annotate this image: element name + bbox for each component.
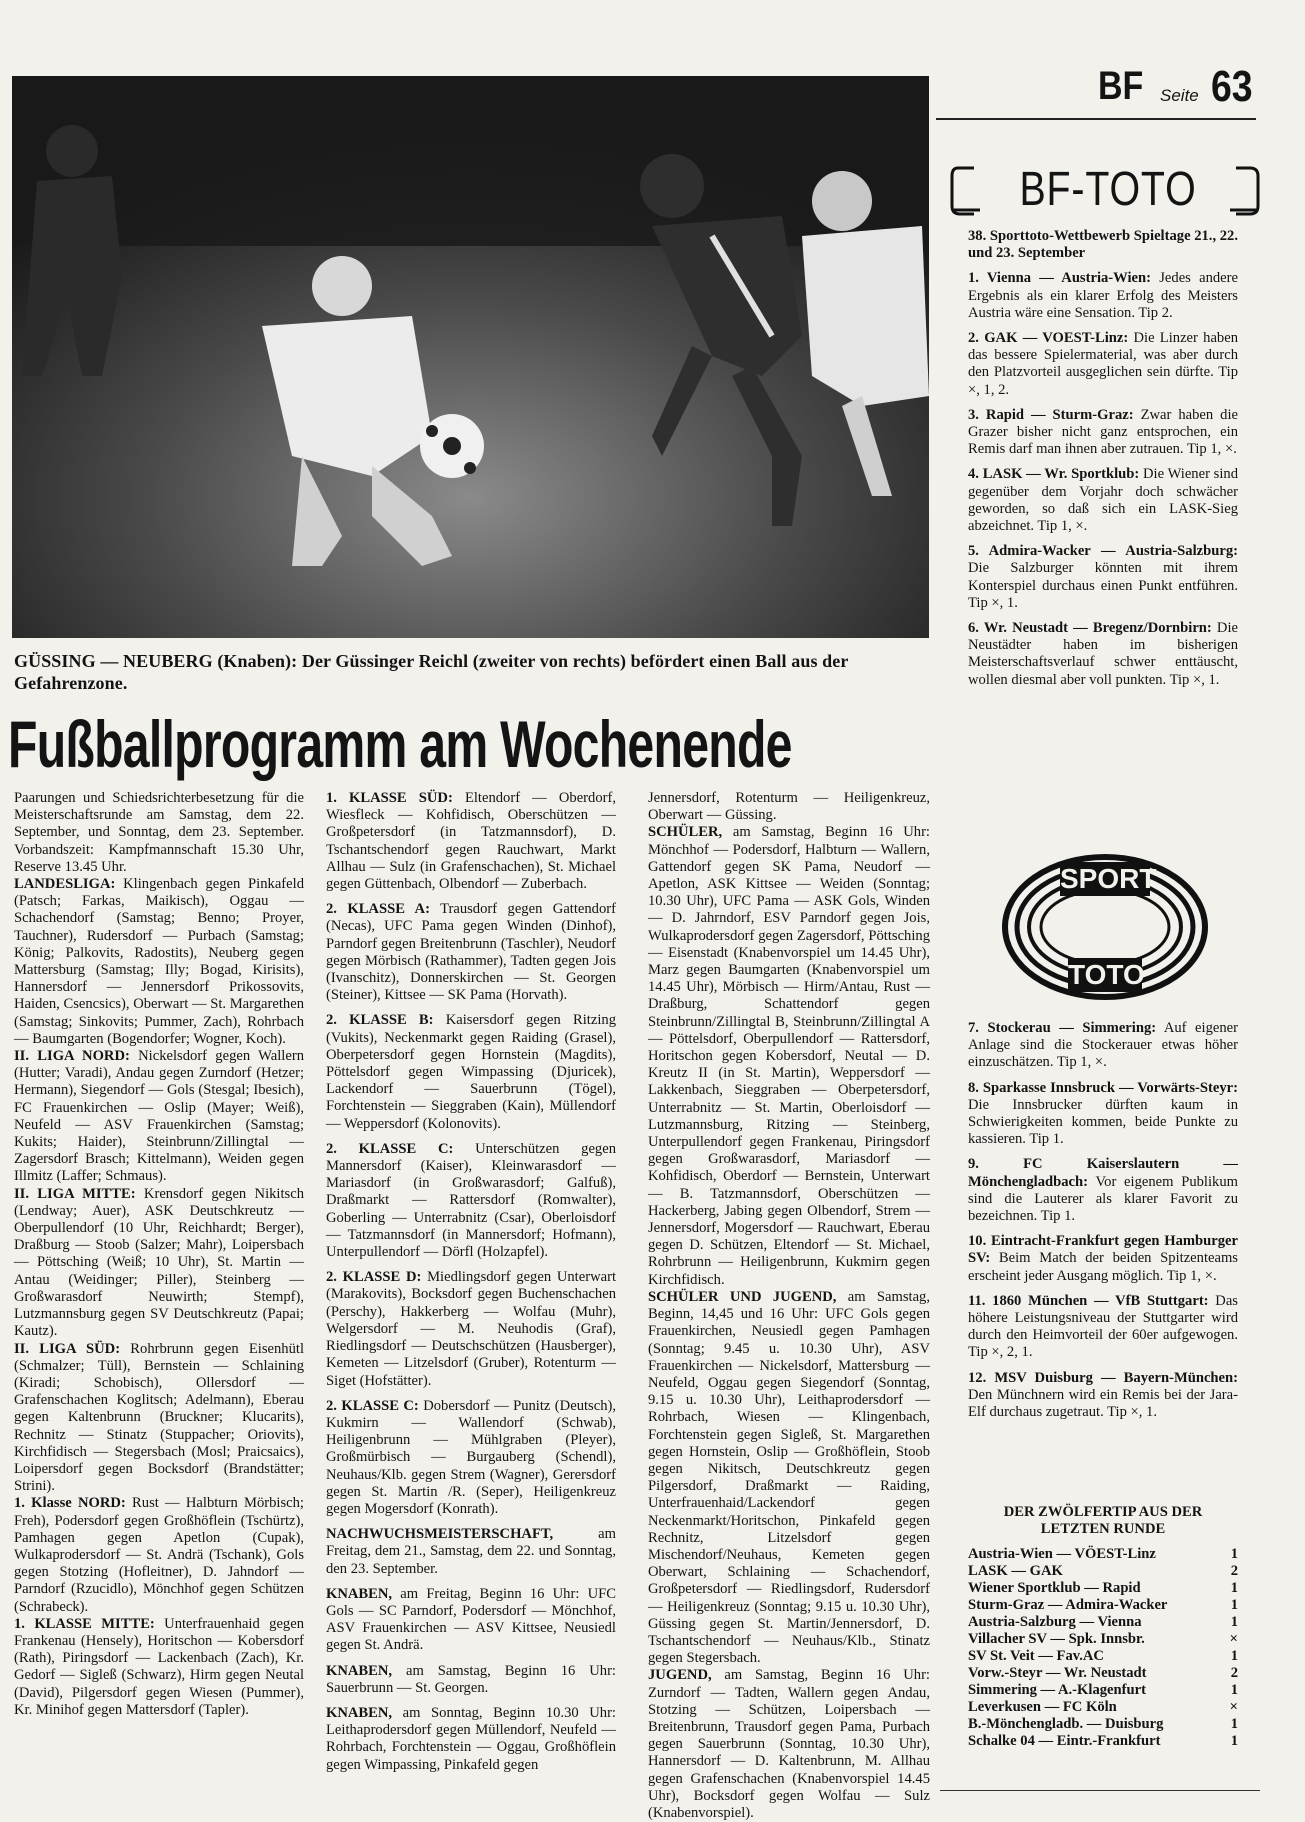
- prediction-match: 10. Eintracht-Frankfurt gegen Hamburger SV:: [968, 1233, 1238, 1267]
- result-tip: 1: [1230, 1546, 1238, 1562]
- toto-section-title: [950, 162, 1260, 218]
- paragraph: [648, 824, 930, 1288]
- toto-title: BF-TOTO: [1019, 163, 1197, 216]
- divider: [936, 118, 1256, 120]
- paragraph-text: Eltendorf — Oberdorf, Wiesfleck — Kohfidisch, Oberschützen — Großpetersdorf (in Tatzmannsdorf), D. Tschantschendorf gegen Rauchwart, Markt Allhau — Sulz (in Grafenschachen), St. Michael gegen Güttenbach, Olbendorf — Zuberbach.: [326, 790, 617, 893]
- toto-list: [968, 270, 1238, 688]
- article-column-1: [14, 790, 304, 1719]
- paragraph: [326, 790, 616, 893]
- result-match: Sturm-Graz — Admira-Wacker: [968, 1597, 1168, 1613]
- result-row: [968, 1546, 1238, 1563]
- result-tip: 1: [1230, 1716, 1238, 1732]
- prediction-text: Jedes andere Ergebnis als ein klarer Erfolg des Meisters Austria wäre eine Sensation. Tip 2.: [968, 270, 1238, 321]
- paragraph-lead: KNABEN,: [326, 1585, 393, 1602]
- result-row: [968, 1580, 1238, 1597]
- result-match: Austria-Wien — VÖEST-Linz: [968, 1546, 1156, 1562]
- paragraph-lead: 2. KLASSE D:: [326, 1269, 422, 1286]
- paragraph-text: am Sonntag, Beginn 10.30 Uhr: Leithaprodersdorf gegen Müllendorf, Neufeld — Rohrbach, Forchtenstein — Oggau, Großhöflein gegen Wimpassing, Pinkafeld gegen: [326, 1704, 616, 1773]
- toto-list: [968, 1020, 1238, 1421]
- prediction-match: 12. MSV Duisburg — Bayern-München:: [968, 1369, 1238, 1386]
- prediction-match: 11. 1860 München — VfB Stuttgart:: [968, 1292, 1209, 1309]
- prediction-match: 6. Wr. Neustadt — Bregenz/Dornbirn:: [968, 620, 1212, 637]
- result-row: [968, 1682, 1238, 1699]
- result-row: [968, 1665, 1238, 1682]
- result-row: [968, 1563, 1238, 1580]
- prediction-match: 1. Vienna — Austria-Wien:: [968, 270, 1151, 287]
- result-match: Villacher SV — Spk. Innsbr.: [968, 1631, 1145, 1647]
- result-tip: 1: [1230, 1682, 1238, 1698]
- toto-prediction: [968, 1233, 1238, 1285]
- paragraph-text: am Freitag, dem 21., Samstag, dem 22. und Sonntag, den 23. September.: [326, 1526, 616, 1577]
- photo-caption: GÜSSING — NEUBERG (Knaben): Der Güssinger Reichl (zweiter von rechts) befördert einen Ball aus der Gefahrenzone.: [14, 651, 849, 693]
- divider: [940, 1790, 1260, 1791]
- paragraph: [14, 1616, 304, 1719]
- paragraph-text: Krensdorf gegen Nikitsch (Lendway; Auer), ASK Deutschkreutz — Oberpullendorf (10 Uhr, Reichhardt; Berger), Draßburg — Stoob (Salzer; Mahr), Loipersbach — Pöttsching (Weiß; 10 Uhr), St. Martin — Antau (Weidinger; Piller), Steinberg — Großwarasdorf Neuwirth; Stempf), Lutzmannsburg gegen SV Deutschkreutz (Papai; Kautz).: [14, 1185, 304, 1340]
- result-tip: 2: [1230, 1665, 1238, 1681]
- paragraph-lead: 1. Klasse NORD:: [14, 1495, 126, 1512]
- toto-prediction: [968, 1080, 1238, 1149]
- paragraph-lead: NACHWUCHSMEISTERSCHAFT,: [326, 1526, 554, 1543]
- paragraph: [326, 1526, 616, 1578]
- prediction-text: Das höhere Leistungsniveau der Stuttgarter wird durch den Heimvorteil der 60er aufgewogen. Tip ×, 2, 1.: [968, 1292, 1238, 1361]
- toto-predictions-bottom: [968, 1012, 1238, 1421]
- toto-prediction: [968, 330, 1238, 399]
- paragraph-text: am Freitag, Beginn 16 Uhr: UFC Gols — SC Parndorf, Podersdorf — Mönchhof, ASV Frauenkirchen — ASV Kittsee, Neusiedl gegen St. Andrä.: [326, 1585, 616, 1654]
- prediction-match: 9. FC Kaiserslautern — Mönchengladbach:: [968, 1156, 1238, 1190]
- result-tip: 1: [1230, 1597, 1238, 1613]
- results-table: [968, 1546, 1238, 1750]
- paragraph: [326, 1398, 616, 1518]
- result-tip: 1: [1230, 1580, 1238, 1596]
- prediction-text: Beim Match der beiden Spitzenteams erscheint jeder Ausgang möglich. Tip 1, ×.: [968, 1250, 1238, 1284]
- result-tip: 2: [1230, 1563, 1238, 1579]
- result-row: [968, 1733, 1238, 1750]
- result-row: [968, 1699, 1238, 1716]
- result-row: [968, 1716, 1238, 1733]
- paragraph: [326, 1705, 616, 1774]
- paragraph: [326, 1141, 616, 1261]
- paragraph-lead: SCHÜLER,: [648, 824, 723, 841]
- result-match: Leverkusen — FC Köln: [968, 1699, 1117, 1715]
- paragraph-text: am Samstag, Beginn 16 Uhr: Sauerbrunn — St. Georgen.: [326, 1662, 616, 1696]
- paragraph-text: Unterschützen gegen Mannersdorf (Kaiser), Kleinwarasdorf — Mariasdorf (in Großwarasdorf; Galfuß), Draßmarkt — Rattersdorf (Romwalter), Goberling — Unterrabnitz (Csar), Oberloisdorf — Tatzmannsdorf (in Mannersdorf; Hofmann), Unterpullendorf — Dörfl (Holzapfel).: [326, 1140, 616, 1261]
- result-tip: ×: [1229, 1699, 1238, 1715]
- brand-logo: BF: [1098, 64, 1144, 108]
- result-tip: 1: [1230, 1614, 1238, 1630]
- paragraph-lead: KNABEN,: [326, 1662, 393, 1679]
- prediction-text: Die Wiener sind gegenüber dem Vorjahr doch schwächer geworden, so daß sich ein LASK-Sieg abzeichnet. Tip 1, ×.: [968, 466, 1239, 535]
- paragraph-lead: LANDESLIGA:: [14, 876, 116, 893]
- result-row: [968, 1597, 1238, 1614]
- paragraph-text: Rust — Halbturn Mörbisch; Freh), Podersdorf gegen Großhöflein (Tschürtz), Pamhagen gegen Apetlon (Cupak), Wulkaprodersdorf — St. Andrä (Tschank), Gols gegen Stotzing (Hofleitner), D. Jahndorf — Parndorf (Rzucidlo), Mönchhof gegen Schützen (Schrabeck).: [14, 1495, 304, 1615]
- paragraph-text: Nickelsdorf gegen Wallern (Hutter; Varadi), Andau gegen Zurndorf (Hetzer; Hermann), Siegendorf — Gols (Stesgal; Ibesich), FC Frauenkirchen — Oslip (Mayer; Weiß), Neufeld — ASV Frauenkirchen (Samstag; Kukits; Haider), Steinbrunn/Zillingtal — Zagersdorf Brasch; Kittelmann), Weiden gegen Illmitz (Laffer; Schmaus).: [14, 1048, 304, 1185]
- paragraph: [14, 1186, 304, 1341]
- toto-prediction: [968, 1156, 1238, 1225]
- result-match: SV St. Veit — Fav.AC: [968, 1648, 1104, 1664]
- prediction-match: 4. LASK — Wr. Sportklub:: [968, 466, 1140, 483]
- paragraph: [14, 876, 304, 1048]
- result-row: [968, 1648, 1238, 1665]
- paragraph-text: am Samstag, Beginn, 14,45 und 16 Uhr: UFC Gols gegen Frauenkirchen, Neusiedl gegen Pamhagen (Sonntag; 9.45 u. 10.30 Uhr), ASV Frauenkirchen — Nickelsdorf, Mattersburg — Neufeld, Oggau gegen Siegendorf (Sonntag, 9.15 u. 10.30 Uhr), Leithaprodersdorf — Rohrbach, Wiesen — Klingenbach, Forchtenstein gegen Sigleß, St. Margarethen gegen Hornstein, Oslip — Großhöflein, Stoob gegen Nikitsch, Deutschkreutz gegen Pilgersdorf, Draßmarkt — Raiding, Unterfrauenhaid/Lackendorf gegen Neckenmarkt/Horitschon, Pinkafeld gegen Rechnitz, Litzelsdorf gegen Mischendorf/Neuhaus, Kemeten gegen Oberwart, Schlaining — Schachendorf, Großpetersdorf — Riedlingsdorf, Rudersdorf — Heiligenkreuz (Sonntag; 9.15 u. 10.30 Uhr), Güssing gegen St. Martin/Jennersdorf, D. Tschantschendorf — Neuhaus/Klb., Stinatz gegen Stegersbach.: [648, 1288, 930, 1667]
- toto-prediction: [968, 1293, 1238, 1362]
- paragraph-text: Dobersdorf — Punitz (Deutsch), Kukmirn — Wallendorf (Schwab), Heiligenbrunn — Mühlgraben (Pleyer), Großmürbisch — Burgauberg (Schendl), Neuhaus/Klb. gegen Strem (Wagner), Gerersdorf gegen St. Martin /R. (Seper), Heiligenkreuz gegen Mogersdorf (Konrath).: [326, 1397, 617, 1517]
- paragraph-lead: II. LIGA MITTE:: [14, 1185, 136, 1202]
- paragraph: [326, 1012, 616, 1132]
- intro-paragraph: Paarungen und Schiedsrichterbesetzung für die Meisterschaftsrunde am Samstag, dem 22. September, und Sonntag, dem 23. September. Vorbandszeit: Kampfmannschaft 15.30 Uhr, Reserve 13.45 Uhr.: [14, 790, 304, 875]
- result-match: Simmering — A.-Klagenfurt: [968, 1682, 1146, 1698]
- paragraph: Jennersdorf, Rotenturm — Heiligenkreuz, Oberwart — Güssing.: [648, 790, 930, 824]
- paragraph: [648, 1667, 930, 1822]
- paragraph: [326, 1586, 616, 1655]
- paragraph-text: Miedlingsdorf gegen Unterwart (Marakovits), Bocksdorf gegen Buchenschachen (Perschy), Hakkerberg — Wolfau (Muhr), Welgersdorf — M. Neuhodis (Graf), Riedlingsdorf — Deutschschützen (Hausberger), Kemeten — Litzelsdorf (Gruber), Rotenturm — Siget (Hofstätter).: [326, 1269, 616, 1389]
- paragraph-text: am Samstag, Beginn 16 Uhr: Mönchhof — Podersdorf, Halbturn — Wallern, Gattendorf gegen SK Pama, Neudorf — Apetlon, ASK Kittsee — Weiden (Sonntag; 10.30 Uhr), UFC Pama — ASK Gols, Winden — D. Jahrndorf, ESV Parndorf gegen Jois, Wulkaprodersdorf gegen Zagersdorf, Pöttsching — Eisenstadt (Knabenvorspiel um 14.45 Uhr), Marz gegen Baumgarten (Knabenvorspiel um 14.45 Uhr), Mörbisch — Hirm/Antau, Rust — Draßburg, Schattendorf gegen Steinbrunn/Zillingtal B, Steinbrunn/Zillingtal A — Pöttelsdorf, Oberpullendorf — Rattersdorf, Horitschon gegen Kobersdorf, Neutal — D. Kreutz II (in St. Martin), Weppersdorf — Lakkenbach, Sieggraben — Oberpetersdorf, Unterrabnitz — St. Martin, Oberloisdorf — Lutzmannsburg, Ritzing — Steinberg, Unterpullendorf gegen Frankenau, Piringsdorf gegen Großwarasdorf, Mariasdorf — Kohfidisch, Oberdorf — Bernstein, Unterwart — B. Tatzmannsdorf, Oberschützen — Hackerberg, Jabing gegen Olbendorf, Strem — Jennersdorf, Mogersdorf — Rauchwart, Eberau gegen D. Schützen, Eltendorf — St. Michael, Rohrbrunn — Heiligenbrunn, Kukmirn gegen Kirchfidisch.: [648, 824, 930, 1288]
- sport-toto-logo: [1000, 852, 1210, 1002]
- prediction-text: Auf eigener Anlage sind die Stockerauer etwas höher einzuschätzen. Tip 1, ×.: [968, 1020, 1238, 1071]
- results-heading: DER ZWÖLFERTIP AUS DER LETZTEN RUNDE: [1003, 1504, 1203, 1537]
- paragraph: [326, 1663, 616, 1697]
- paragraph: [14, 1048, 304, 1186]
- logo-toto-text: TOTO: [1068, 959, 1145, 990]
- paragraph-lead: 2. KLASSE A:: [326, 901, 430, 918]
- result-row: [968, 1614, 1238, 1631]
- prediction-match: 7. Stockerau — Simmering:: [968, 1020, 1157, 1036]
- paragraph-lead: II. LIGA SÜD:: [14, 1340, 121, 1357]
- paragraph: [14, 1495, 304, 1615]
- ball-icon: [420, 414, 484, 478]
- toto-prediction: [968, 1020, 1238, 1072]
- toto-prediction: [968, 620, 1238, 689]
- paragraph: [326, 901, 616, 1004]
- prediction-match: 8. Sparkasse Innsbruck — Vorwärts-Steyr:: [968, 1079, 1238, 1096]
- toto-prediction: [968, 270, 1238, 322]
- match-photo: [12, 76, 929, 638]
- toto-intro: 38. Sporttoto-Wettbewerb Spieltage 21., 22. und 23. September: [968, 228, 1238, 262]
- page-label: Seite: [1160, 86, 1199, 105]
- paragraph-lead: 2. KLASSE C:: [326, 1140, 454, 1157]
- prediction-text: Die Salzburger könnten mit ihrem Konterspiel durchaus einen Punkt entführen. Tip ×, 1.: [968, 560, 1238, 611]
- paragraph-text: Unterfrauenhaid gegen Frankenau (Hensely), Horitschon — Kobersdorf (Rath), Piringsdorf — Lackenbach (Zach), Kr. Gedorf — Sigleß (Schwarz), Hirm gegen Neutal (David), Pilgersdorf gegen Wiesen (Pummer), Kr. Minihof gegen Mattersdorf (Tapler).: [14, 1615, 304, 1718]
- result-match: Wiener Sportklub — Rapid: [968, 1580, 1141, 1596]
- logo-sport-text: SPORT: [1060, 863, 1157, 894]
- article-column-3: [648, 790, 930, 1822]
- paragraph-lead: 1. KLASSE MITTE:: [14, 1615, 155, 1632]
- paragraph-text: Trausdorf gegen Gattendorf (Necas), UFC Pama gegen Winden (Dinhof), Parndorf gegen Breitenbrunn (Taschler), Neudorf gegen Mörbisch (Rathammer), Tadten gegen Jois (Ivanschitz), Donnerskirchen — St. Georgen (Steiner), Kittsee — SK Pama (Horvath).: [326, 901, 616, 1004]
- result-tip: ×: [1229, 1631, 1238, 1647]
- page-masthead: [1098, 64, 1258, 114]
- paragraph: [14, 1341, 304, 1496]
- paragraph-text: Klingenbach gegen Pinkafeld (Patsch; Farkas, Maikisch), Oggau — Schachendorf (Samstag; Benno; Proyer, Tauchner), Rudersdorf — Purbach (Samstag; König; Palkovits, Radostits), Neuberg gegen Mattersburg (Samstag; Illy; Bogad, Kirisits), Hannersdorf — Jennersdorf Prikossovits, Haiden, Csencsics), Oberwart — St. Margarethen (Samstag; Sinkovits; Pummer, Zach), Rohrbach — Baumgarten (Bogendorfer; Wogner, Koch).: [14, 876, 304, 1047]
- prediction-text: Die Neustädter haben im bisherigen Meisterschaftsverlauf schwer enttäuscht, wollen diesmal aber voll punkten. Tip ×, 1.: [968, 620, 1238, 688]
- result-match: B.-Mönchengladb. — Duisburg: [968, 1716, 1164, 1732]
- result-match: Austria-Salzburg — Vienna: [968, 1614, 1142, 1630]
- paragraph-lead: KNABEN,: [326, 1704, 393, 1721]
- prediction-text: Den Münchnern wird ein Remis bei der Jara-Elf durchaus zugetraut. Tip ×, 1.: [968, 1386, 1238, 1421]
- paragraph-lead: JUGEND,: [648, 1667, 712, 1684]
- prediction-text: Die Innsbrucker dürften kaum in Schwierigkeiten kommen, beide Punkte zu kassieren. Tip 1.: [968, 1096, 1238, 1148]
- toto-prediction: [968, 407, 1238, 459]
- paragraph-text: Rohrbrunn gegen Eisenhütl (Schmalzer; Tüll), Bernstein — Schlaining (Kiradi; Schobisch), Ollersdorf — Grafenschachen Koglitsch; Adelmann), Eberau gegen Kaltenbrunn (Bruckner; Klucarits), Rechnitz — Stinatz (Stuppacher; Oriovits), Kirchfidisch — Stegersbach (Mosl; Praicsaics), Loipersdorf gegen Bocksdorf (Brandstätter; Strini).: [14, 1340, 305, 1495]
- headline: Fußballprogramm am Wochenende: [8, 707, 792, 781]
- paragraph: [326, 1269, 616, 1389]
- toto-prediction: [968, 466, 1238, 535]
- paragraph-lead: SCHÜLER UND JUGEND,: [648, 1288, 837, 1305]
- result-tip: 1: [1230, 1733, 1238, 1749]
- result-match: Schalke 04 — Eintr.-Frankfurt: [968, 1733, 1161, 1749]
- toto-prediction: [968, 1370, 1238, 1422]
- paragraph-lead: II. LIGA NORD:: [14, 1048, 130, 1065]
- toto-predictions-top: [968, 228, 1238, 689]
- prediction-text: Vor eigenem Publikum sind die Lauterer als klarer Favorit zu bezeichnen. Tip 1.: [968, 1173, 1238, 1225]
- prediction-match: 5. Admira-Wacker — Austria-Salzburg:: [968, 543, 1238, 560]
- prediction-text: Die Linzer haben das bessere Spielermaterial, was aber durch den Platzvorteil ausgeglichen sein dürfte. Tip ×, 1, 2.: [968, 330, 1238, 398]
- prediction-match: 3. Rapid — Sturm-Graz:: [968, 406, 1134, 423]
- prediction-text: Zwar haben die Grazer bisher nicht ganz entsprochen, ein Remis darf man ihnen aber zutrauen. Tip 1, ×.: [968, 406, 1238, 458]
- paragraph-lead: 2. KLASSE C:: [326, 1397, 419, 1414]
- paragraph-lead: 1. KLASSE SÜD:: [326, 790, 453, 806]
- paragraph: [648, 1289, 930, 1667]
- paragraph-lead: 2. KLASSE B:: [326, 1012, 434, 1029]
- result-tip: 1: [1230, 1648, 1238, 1664]
- paragraph-text: am Samstag, Beginn 16 Uhr: Zurndorf — Tadten, Wallern gegen Andau, Stotzing — Schützen, Loipersbach — Breitenbrunn, Trausdorf gegen Pama, Purbach gegen Sauerbrunn (Sonntag, 10.30 Uhr), Hannersdorf — D. Kaltenbrunn, M. Allhau gegen Grafenschachen (Knabenvorspiel 14.45 Uhr), Bocksdorf gegen Wolfau — Sulz (Knabenvorspiel).: [648, 1667, 930, 1821]
- result-row: [968, 1631, 1238, 1648]
- paragraph-text: Kaisersdorf gegen Ritzing (Vukits), Neckenmarkt gegen Raiding (Grasel), Oberpetersdorf gegen Hornstein (Magdits), Pöttelsdorf gegen Wimpassing (Djuricek), Lackendorf — Sauerbrunn (Tögel), Forchtenstein — Sieggraben (Kain), Müllendorf — Weppersdorf (Kolonovits).: [326, 1012, 616, 1132]
- result-match: LASK — GAK: [968, 1563, 1063, 1579]
- photo-illustration: [12, 76, 929, 638]
- page-number: 63: [1211, 62, 1253, 111]
- prediction-match: 2. GAK — VOEST-Linz:: [968, 330, 1129, 347]
- article-column-2: [326, 790, 616, 1774]
- toto-prediction: [968, 543, 1238, 612]
- result-match: Vorw.-Steyr — Wr. Neustadt: [968, 1665, 1147, 1681]
